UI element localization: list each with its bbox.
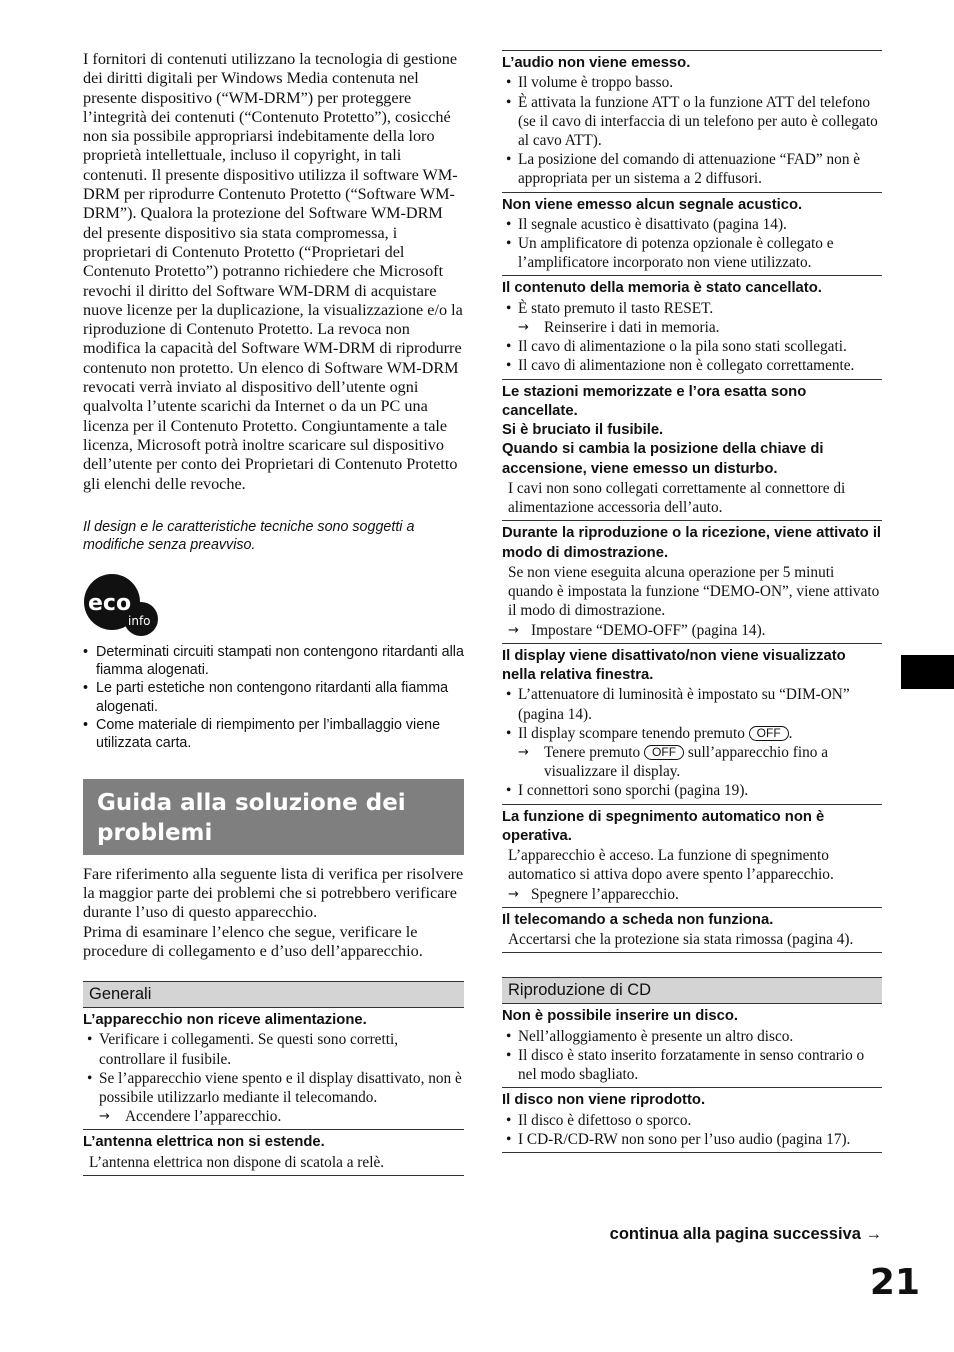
- off-button-icon: OFF: [749, 726, 789, 741]
- list-item: • Il cavo di alimentazione o la pila sono stati scollegati.: [502, 337, 882, 356]
- cd-heading: Riproduzione di CD: [502, 977, 882, 1004]
- list-item: • Il segnale acustico è disattivato (pagina 14).: [502, 215, 882, 234]
- list-item: L’antenna elettrica non dispone di scatola a relè.: [89, 1153, 385, 1171]
- off-button-icon: OFF: [644, 745, 684, 760]
- design-note: Il design e le caratteristiche tecniche sono soggetti a modifiche senza preavviso.: [83, 518, 415, 554]
- guide-intro-1: Fare riferimento alla seguente lista di verifica per risolvere la maggior parte dei problemi che si potrebbero verificare durante l’uso di questo apparecchio.: [83, 864, 464, 922]
- problem-title: Non viene emesso alcun segnale acustico.: [502, 196, 803, 213]
- list-item: • Il cavo di alimentazione non è collegato correttamente.: [502, 356, 882, 375]
- list-item: • La posizione del comando di attenuazione “FAD” non è appropriata per un sistema a 2 diffusori.: [502, 150, 882, 188]
- list-item: I cavi non sono collegati correttamente al connettore di alimentazione accessoria dell’auto.: [508, 480, 846, 517]
- guide-intro-2: Prima di esaminare l’elenco che segue, verificare le procedure di collegamento e d’uso dell’apparecchio.: [83, 922, 423, 960]
- list-item: Se non viene eseguita alcuna operazione per 5 minuti quando è impostata la funzione “DEMO-ON”, viene attivato il modo di dimostrazione.: [508, 564, 880, 620]
- list-item: • Il volume è troppo basso.: [502, 73, 882, 92]
- eco-info-logo-icon: [83, 573, 161, 637]
- problem-title: Le stazioni memorizzate e l’ora esatta sono cancellate.: [502, 383, 807, 419]
- problem-demo-mode: [502, 521, 882, 643]
- list-item: • I CD-R/CD-RW non sono per l’uso audio (pagina 17).: [502, 1130, 882, 1149]
- problem-title: Il disco non viene riprodotto.: [502, 1092, 706, 1109]
- list-item: • L’attenuatore di luminosità è impostato su “DIM-ON” (pagina 14).: [502, 685, 882, 723]
- remedy-text-end: sull’apparecchio fino a visualizzare il display.: [544, 744, 829, 781]
- list-item: • Il disco è stato inserito forzatamente in senso contrario o nel modo sbagliato.: [502, 1046, 882, 1084]
- problem-power: [83, 1008, 464, 1130]
- problem-display: [502, 644, 882, 805]
- continue-note: continua alla pagina successiva →: [609, 1225, 882, 1243]
- list-item: • I connettori sono sporchi (pagina 19).: [502, 781, 882, 800]
- problem-title: La funzione di spegnimento automatico non è operativa.: [502, 808, 825, 844]
- problem-title: Non è possibile inserire un disco.: [502, 1008, 738, 1025]
- problem-title: L’audio non viene emesso.: [502, 55, 691, 71]
- problem-title: L’apparecchio non riceve alimentazione.: [83, 1012, 367, 1029]
- remedy-item: → Reinserire i dati in memoria.: [502, 318, 882, 337]
- list-item: • Determinati circuiti stampati non contengono ritardanti alla fiamma alogenati.: [83, 643, 464, 680]
- problem-auto-off: [502, 805, 882, 908]
- list-item: • Il disco è difettoso o sporco.: [502, 1111, 882, 1130]
- list-item: • Se l’apparecchio viene spento e il display disattivato, non è possibile utilizzarlo mediante il telecomando.: [83, 1069, 464, 1107]
- page-number: 21: [869, 1262, 920, 1303]
- remedy-item: → Accendere l’apparecchio.: [83, 1107, 464, 1126]
- generali-heading: Generali: [83, 981, 464, 1008]
- display-text-end: .: [788, 724, 793, 742]
- list-item: • Verificare i collegamenti. Se questi sono corretti, controllare il fusibile.: [83, 1030, 464, 1068]
- problem-title: L’antenna elettrica non si estende.: [83, 1134, 325, 1151]
- list-item: • È stato premuto il tasto RESET.: [502, 299, 882, 318]
- remedy-item: → Spegnere l’apparecchio.: [502, 885, 882, 904]
- problem-memory-erased: [502, 276, 882, 379]
- list-item: L’apparecchio è acceso. La funzione di spegnimento automatico si attiva dopo avere spento l’apparecchio.: [508, 847, 834, 884]
- list-item: [502, 724, 882, 743]
- list-item: • Le parti estetiche non contengono ritardanti alla fiamma alogenati.: [83, 679, 464, 716]
- remedy-text: Tenere premuto: [544, 744, 641, 762]
- display-text: Il display scompare tenendo premuto: [518, 724, 745, 742]
- remedy-item: [502, 743, 882, 781]
- eco-bullet-list: [83, 643, 464, 753]
- list-item: Accertarsi che la protezione sia stata rimossa (pagina 4).: [508, 931, 854, 949]
- problem-cd-play: [502, 1088, 882, 1153]
- right-column: [502, 50, 882, 1153]
- list-item: • Come materiale di riempimento per l’imballaggio viene utilizzata carta.: [83, 716, 464, 753]
- list-item: • Nell’alloggiamento è presente un altro disco.: [502, 1027, 882, 1046]
- problem-title: Durante la riproduzione o la ricezione, viene attivato il modo di dimostrazione.: [502, 525, 882, 561]
- problem-antenna: [83, 1130, 464, 1176]
- problem-title: Quando si cambia la posizione della chiave di accensione, viene emesso un disturbo.: [502, 441, 824, 477]
- remedy-item: → Impostare “DEMO-OFF” (pagina 14).: [502, 621, 882, 640]
- problem-title: Il contenuto della memoria è stato cancellato.: [502, 280, 822, 297]
- drm-paragraph: I fornitori di contenuti utilizzano la tecnologia di gestione dei diritti digitali per Windows Media contenuta nel presente dispositivo (“WM-DRM”) per proteggere l’integrità dei contenuti (“Contenuto Protetto”), cosicché non sia possibile appropriarsi indebitamente della loro proprietà intellettuale, incluso il copyright, in tali contenuti. Il presente dispositivo utilizza il software WM-DRM per riprodurre Contenuto Protetto (“Software WM-DRM”). Qualora la protezione del Software WM-DRM del presente dispositivo sia stata compromessa, i proprietari di Contenuto Protetto (“Proprietari del Contenuto Protetto”) potranno richiedere che Microsoft revochi il diritto del Software WM-DRM di acquistare nuove licenze per la duplicazione, la visualizzazione e/o la riproduzione di Contenuto Protetto. La revoca non modifica la capacità del Software WM-DRM di riprodurre contenuto non protetto. Un elenco di Software WM-DRM revocati verrà inviato al dispositivo dell’utente ogni qualvolta l’utente scarichi da Internet o da un PC una licenza per il Contenuto Protetto. Congiuntamente a tale licenza, Microsoft potrà inoltre scaricare sul dispositivo dell’utente per conto dei Proprietari di Contenuto Protetto gli elenchi delle revoche.: [83, 50, 463, 493]
- list-item: • È attivata la funzione ATT o la funzione ATT del telefono (se il cavo di interfaccia di un telefono per auto è collegato al cavo ATT).: [502, 93, 882, 151]
- problem-title: Si è bruciato il fusibile.: [502, 422, 664, 439]
- problem-remote: [502, 908, 882, 954]
- problem-no-audio: [502, 50, 882, 193]
- eco-word: eco: [88, 590, 132, 616]
- problem-title: Il display viene disattivato/non viene visualizzato nella relativa finestra.: [502, 647, 846, 684]
- list-item: • Un amplificatore di potenza opzionale è collegato e l’amplificatore incorporato non viene utilizzato.: [502, 234, 882, 272]
- section-banner: Guida alla soluzione dei problemi: [83, 779, 464, 855]
- problem-no-beep: [502, 193, 882, 277]
- problem-stations-erased: [502, 380, 882, 522]
- problem-cd-insert: [502, 1004, 882, 1088]
- problem-title: Il telecomando a scheda non funziona.: [502, 911, 774, 928]
- section-tab-marker: [901, 655, 954, 689]
- left-column: [83, 50, 464, 1176]
- info-word: info: [128, 613, 151, 628]
